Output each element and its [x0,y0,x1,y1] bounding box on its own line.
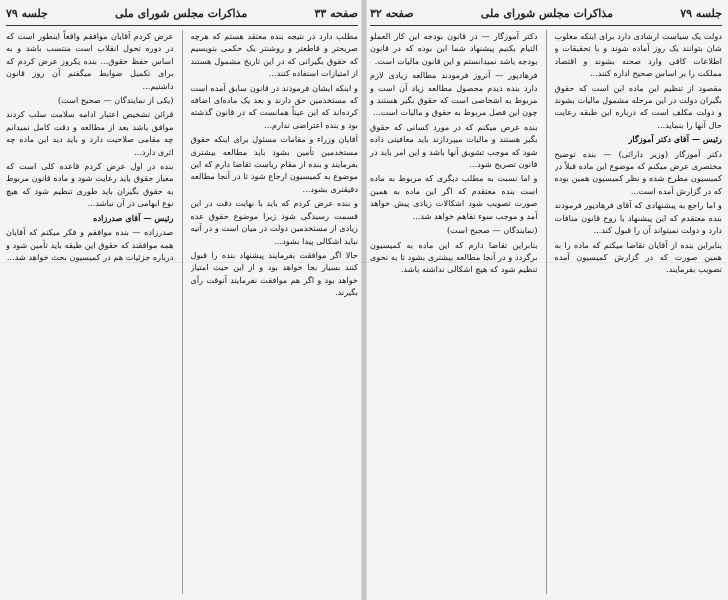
text-columns [6,30,358,594]
paragraph: آقایان وزراء و مقامات مسئول برای اینکه حقوق مستخدمین تأمین بشود باید مطالعه بیشتری بفرمایند و بنده از مقام ریاست تقاضا دارم که این موضوع به کمیسیون ارجاع شود تا در آنجا مطالعه دقیقتری بشود... [190,134,358,194]
paragraph: صدرزاده — بنده موافقم و فکر میکنم که آقایان همه موافقند که حقوق این طبقه باید تأمین شود و درباره جزئیات هم در کمیسیون بحث خواهد شد... [6,227,174,262]
text-column [555,30,723,594]
paragraph: بنده عرض میکنم که در مورد کسانی که حقوق بگیر هستند و مالیات میپردازند باید معافیتی داده شود که موجب تشویق آنها باشد و این امر باید در قانون تصریح شود... [370,121,538,170]
paragraph: دکتر آموزگار — در قانون بودجه این کار العملو التیام بکنیم پیشنهاد شما این بوده که در قانون بودجه باشد نمیدانستم و این قانون مالیات است. [370,31,538,66]
paragraph: عرض کردم آقایان موافقم واقعاً اینطور است که در دوره تحول انقلاب است منتسب باشد و به اساس حفظ حقوق... بنده یکروز عرض کردم که برای تکمیل ضوابط میگفتم آن روز قانون داشتیم... [6,31,174,91]
paragraph: و اما نسبت به مطلب دیگری که مربوط به ماده است بنده معتقدم که اگر این ماده به همین صورت تصویب شود اشکالات زیادی پیش خواهد آمد و موجب سوء تفاهم خواهد شد... [370,173,538,221]
paragraph: مقصود از تنظیم این ماده این است که حقوق بگیران دولت در این مرحله مشمول مالیات بشوند و دولت مکلف است که درباره این طبقه رعایت حال آنها را بنماید... [554,82,722,130]
paragraph: و اینکه ایشان فرمودند در قانون سابق آمده است که مستخدمین حق دارند و بعد یک ماده‌ای اضافه کرده‌اند که این عیناً همانست که در قانون گذشته بود و بنده اعتراضی ندارم... [190,82,358,130]
text-columns [370,30,722,594]
paragraph: حالا اگر موافقت بفرمایند پیشنهاد بنده را قبول کنند بسیار بجا خواهد بود و از این حیث امتیاز خواهد بود و اگر هم موافقت نفرمایند آنوقت رأی بگیرند. [190,249,358,298]
paragraph: و بنده عرض کردم که باید با نهایت دقت در این قسمت رسیدگی شود زیرا موضوع حقوق عده زیادی از مستخدمین دولت در میان است و در آتیه نباید اشکالی پیدا بشود... [190,198,358,246]
column-divider [546,30,547,594]
paragraph: (نمایندگان — صحیح است) [446,225,538,236]
speaker-line: رئیس — آقای دکتر آموزگار [628,134,722,145]
session-number: جلسه ۷۹ [6,6,48,20]
header-title: مذاکرات مجلس شورای ملی [480,6,613,20]
speaker-line: رئیس — آقای صدرزاده [93,212,174,223]
page-number: صفحه ۳۳ [314,6,358,20]
paragraph: بنابراین بنده از آقایان تقاضا میکنم که ماده را به همین صورت که در گزارش کمیسیون آمده تصویب بفرمایند. [554,239,722,275]
header-title: مذاکرات مجلس شورای ملی [115,6,248,20]
paragraph: دولت یک سیاست ارشادی دارد برای اینکه مغلوب شان بتوانند یک روز آماده شوند و با تحقیقات و اطلاعات کافی وارد صحنه بشوند و اقتصاد مملکت را بر اساس صحیح اداره کنند... [554,31,722,79]
paragraph: بنابراین تقاضا دارم که این ماده به کمیسیون برگردد و در آنجا مطالعه بیشتری بشود تا به نحوی تنظیم شود که هیچ اشکالی نداشته باشد. [370,239,538,275]
paragraph: قرائن تشخیص اعتبار ادامه سلامت سلب کردند موافق باشد بعد از مطالعه و دقت کامل نمیدانم چه مقامی صلاحیت دارد و باید دید این ماده چه اثری دارد... [6,109,174,157]
paragraph: و اما راجع به پیشنهادی که آقای فرهادپور فرمودند بنده معتقدم که این پیشنهاد با روح قانون منافات دارد و دولت نمیتواند آن را قبول کند... [554,200,722,236]
page-32 [364,0,728,600]
text-column [6,30,174,594]
text-column [370,30,538,594]
text-column [191,30,359,594]
session-number: جلسه ۷۹ [680,6,722,20]
page-header [6,2,358,24]
paragraph: دکتر آموزگار (وزیر دارائی) — بنده توضیح مختصری عرض میکنم که موضوع این ماده قبلاً در کمیسیون مطرح شده و نظر کمیسیون همین بوده که در گزارش آمده است... [554,148,722,196]
paragraph: بنده در اول عرض کردم قاعده کلی است که معیار حقوق باید رعایت شود و ماده قانون مربوط به حقوق بگیران باید طوری تنظیم شود که هیچ نوع ابهامی در آن نباشد... [6,161,174,209]
paragraph: (یکی از نمایندگان — صحیح است) [57,95,174,106]
page-header [370,2,722,24]
paragraph: مطلب دارد در نتیجه بنده معتقد هستم که هرچه صریحتر و قاطعتر و روشنتر یک حکمی بنویسیم که حقوق بگیرانی که در این تاریخ مشمول هستند از امتیازات استفاده کنند... [190,31,358,79]
header-rule [370,25,722,26]
page-number: صفحه ۳۲ [370,6,414,20]
paragraph: فرهادپور — آنروز فرمودند مطالعه زیادی لازم دارد بنده دیدم محصول مطالعه زیاد آن است و مربوط به اشخاصی است که حقوق بگیر هستند و چون این فصل مربوط به حقوق و مالیات است... [370,70,538,118]
header-rule [6,25,358,26]
column-divider [182,30,183,594]
scan-artifact [0,262,728,263]
